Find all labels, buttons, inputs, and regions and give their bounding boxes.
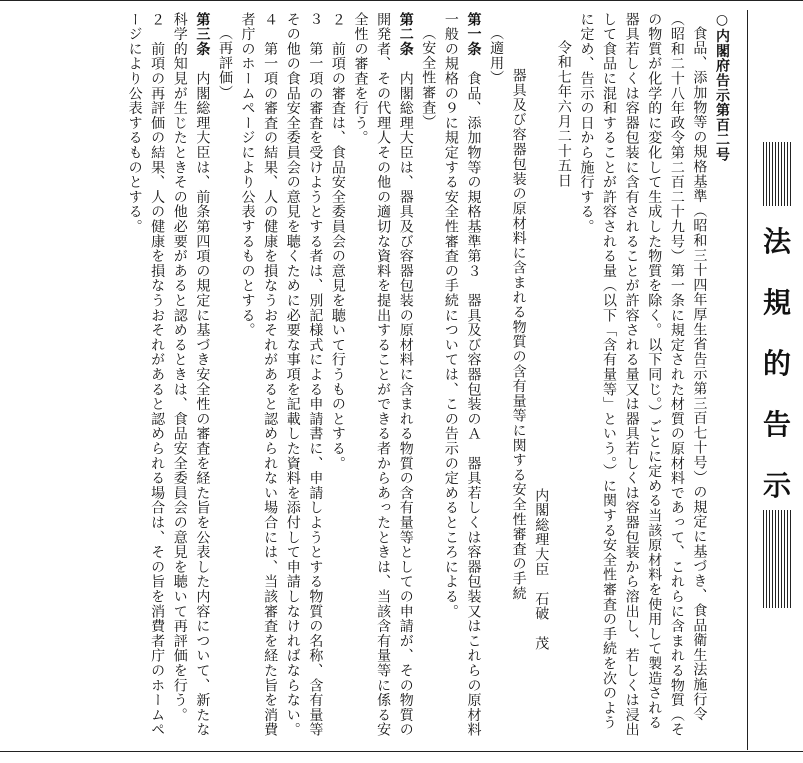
- item-number: ４: [262, 12, 279, 27]
- article-item: [123, 12, 168, 744]
- article-caption: （適用）: [488, 26, 505, 86]
- item-text: 前項の審査は、食品安全委員会の意見を聴いて行うものとする。: [329, 41, 346, 471]
- signer-title: 内閣総理大臣: [533, 488, 550, 577]
- notice-header: ○内閣府告示第百二号: [714, 12, 730, 162]
- document-title: 器具及び容器包装の原材料に含まれる物質の含有量等に関する安全性審査の手続: [510, 68, 527, 601]
- item-text: 前項の再評価の結果、人の健康を損なうおそれがあると認められる場合は、その旨を消費者庁のホームページにより公表するものとする。: [126, 12, 166, 738]
- article-caption: （安全性審査）: [420, 26, 437, 130]
- bottom-rule: [0, 751, 803, 752]
- article-text: 内閣総理大臣は、前条第四項の規定に基づき安全性の審査を経た旨を公表した内容について、新たな科学的知見が生じたときその他必要があると認めるときは、食品安全委員会の意見を聴いて再評価を行う。: [171, 12, 211, 738]
- article-text: 内閣総理大臣は、器具及び容器包装の原材料に含まれる物質の含有量等としての申請が、その物質の開発者、その代理人その他の適切な資料を提出することができる者からあったときは、当該含有量等に係る安全性の審査を行う。: [352, 12, 414, 738]
- article-caption: （再評価）: [216, 26, 233, 100]
- article-text: 食品、添加物等の規格基準第３ 器具及び容器包装のＡ 器具若しくは容器包装又はこれらの原材料一般の規格の９に規定する安全性審査の手続については、この告示の定めるところによる。: [442, 12, 482, 738]
- signer-name: 石破 茂: [533, 591, 550, 651]
- title-char: 法: [762, 225, 791, 258]
- article-number: 第二条: [397, 12, 414, 57]
- top-rule: [0, 0, 803, 1]
- title-char: 的: [762, 347, 791, 380]
- article-item: [236, 12, 281, 744]
- article-1: [439, 12, 484, 744]
- section-title: [758, 225, 796, 502]
- article-number: 第一条: [465, 12, 482, 57]
- article-3: [168, 12, 213, 744]
- notice-body: [5, 12, 733, 744]
- hatch-ornament-bottom: [763, 510, 791, 608]
- section-title-box: [747, 10, 803, 750]
- item-number: ２: [329, 12, 346, 27]
- item-text: 第一項の審査を受けようとする者は、別記様式による申請書に、申請しようとする物質の名称、含有量等その他の食品安全委員会の意見を聴くために必要な事項を記載した資料を添付して申請しなければならない。: [284, 12, 324, 738]
- article-number: 第三条: [194, 12, 211, 57]
- title-char: 示: [762, 469, 791, 502]
- preamble: 食品、添加物等の規格基準（昭和三十四年厚生省告示第三百七十号）の規定に基づき、食品衛生法施行令（昭和二十八年政令第二百二十九号）第一条に規定された材質の原材料であって、これらに含まれる物質（その物質が化学的に変化して生成した物質を除く。以下同じ。）ごとに定める当該原材料を使用して製造される器具若しくは容器包装に含有されることが許容される量又は器具若しくは容器包装から溶出し、若しくは浸出して食品に混和することが許容される量（以下「含有量等」という。）に関する安全性審査の手続を次のように定め、告示の日から施行する。: [578, 12, 708, 738]
- title-char: 告: [762, 408, 791, 441]
- article-item: [281, 12, 326, 744]
- title-char: 規: [762, 286, 791, 319]
- article-item: [326, 12, 349, 744]
- item-number: ２: [149, 12, 166, 27]
- signature: [530, 12, 553, 744]
- article-2: [349, 12, 417, 744]
- item-text: 第一項の審査の結果、人の健康を損なうおそれがあると認められない場合には、当該審査を経た旨を消費者庁のホームページにより公表するものとする。: [239, 12, 279, 738]
- notice-date: 令和七年六月二十五日: [555, 40, 572, 188]
- item-number: ３: [307, 12, 324, 27]
- hatch-ornament-top: [763, 142, 791, 206]
